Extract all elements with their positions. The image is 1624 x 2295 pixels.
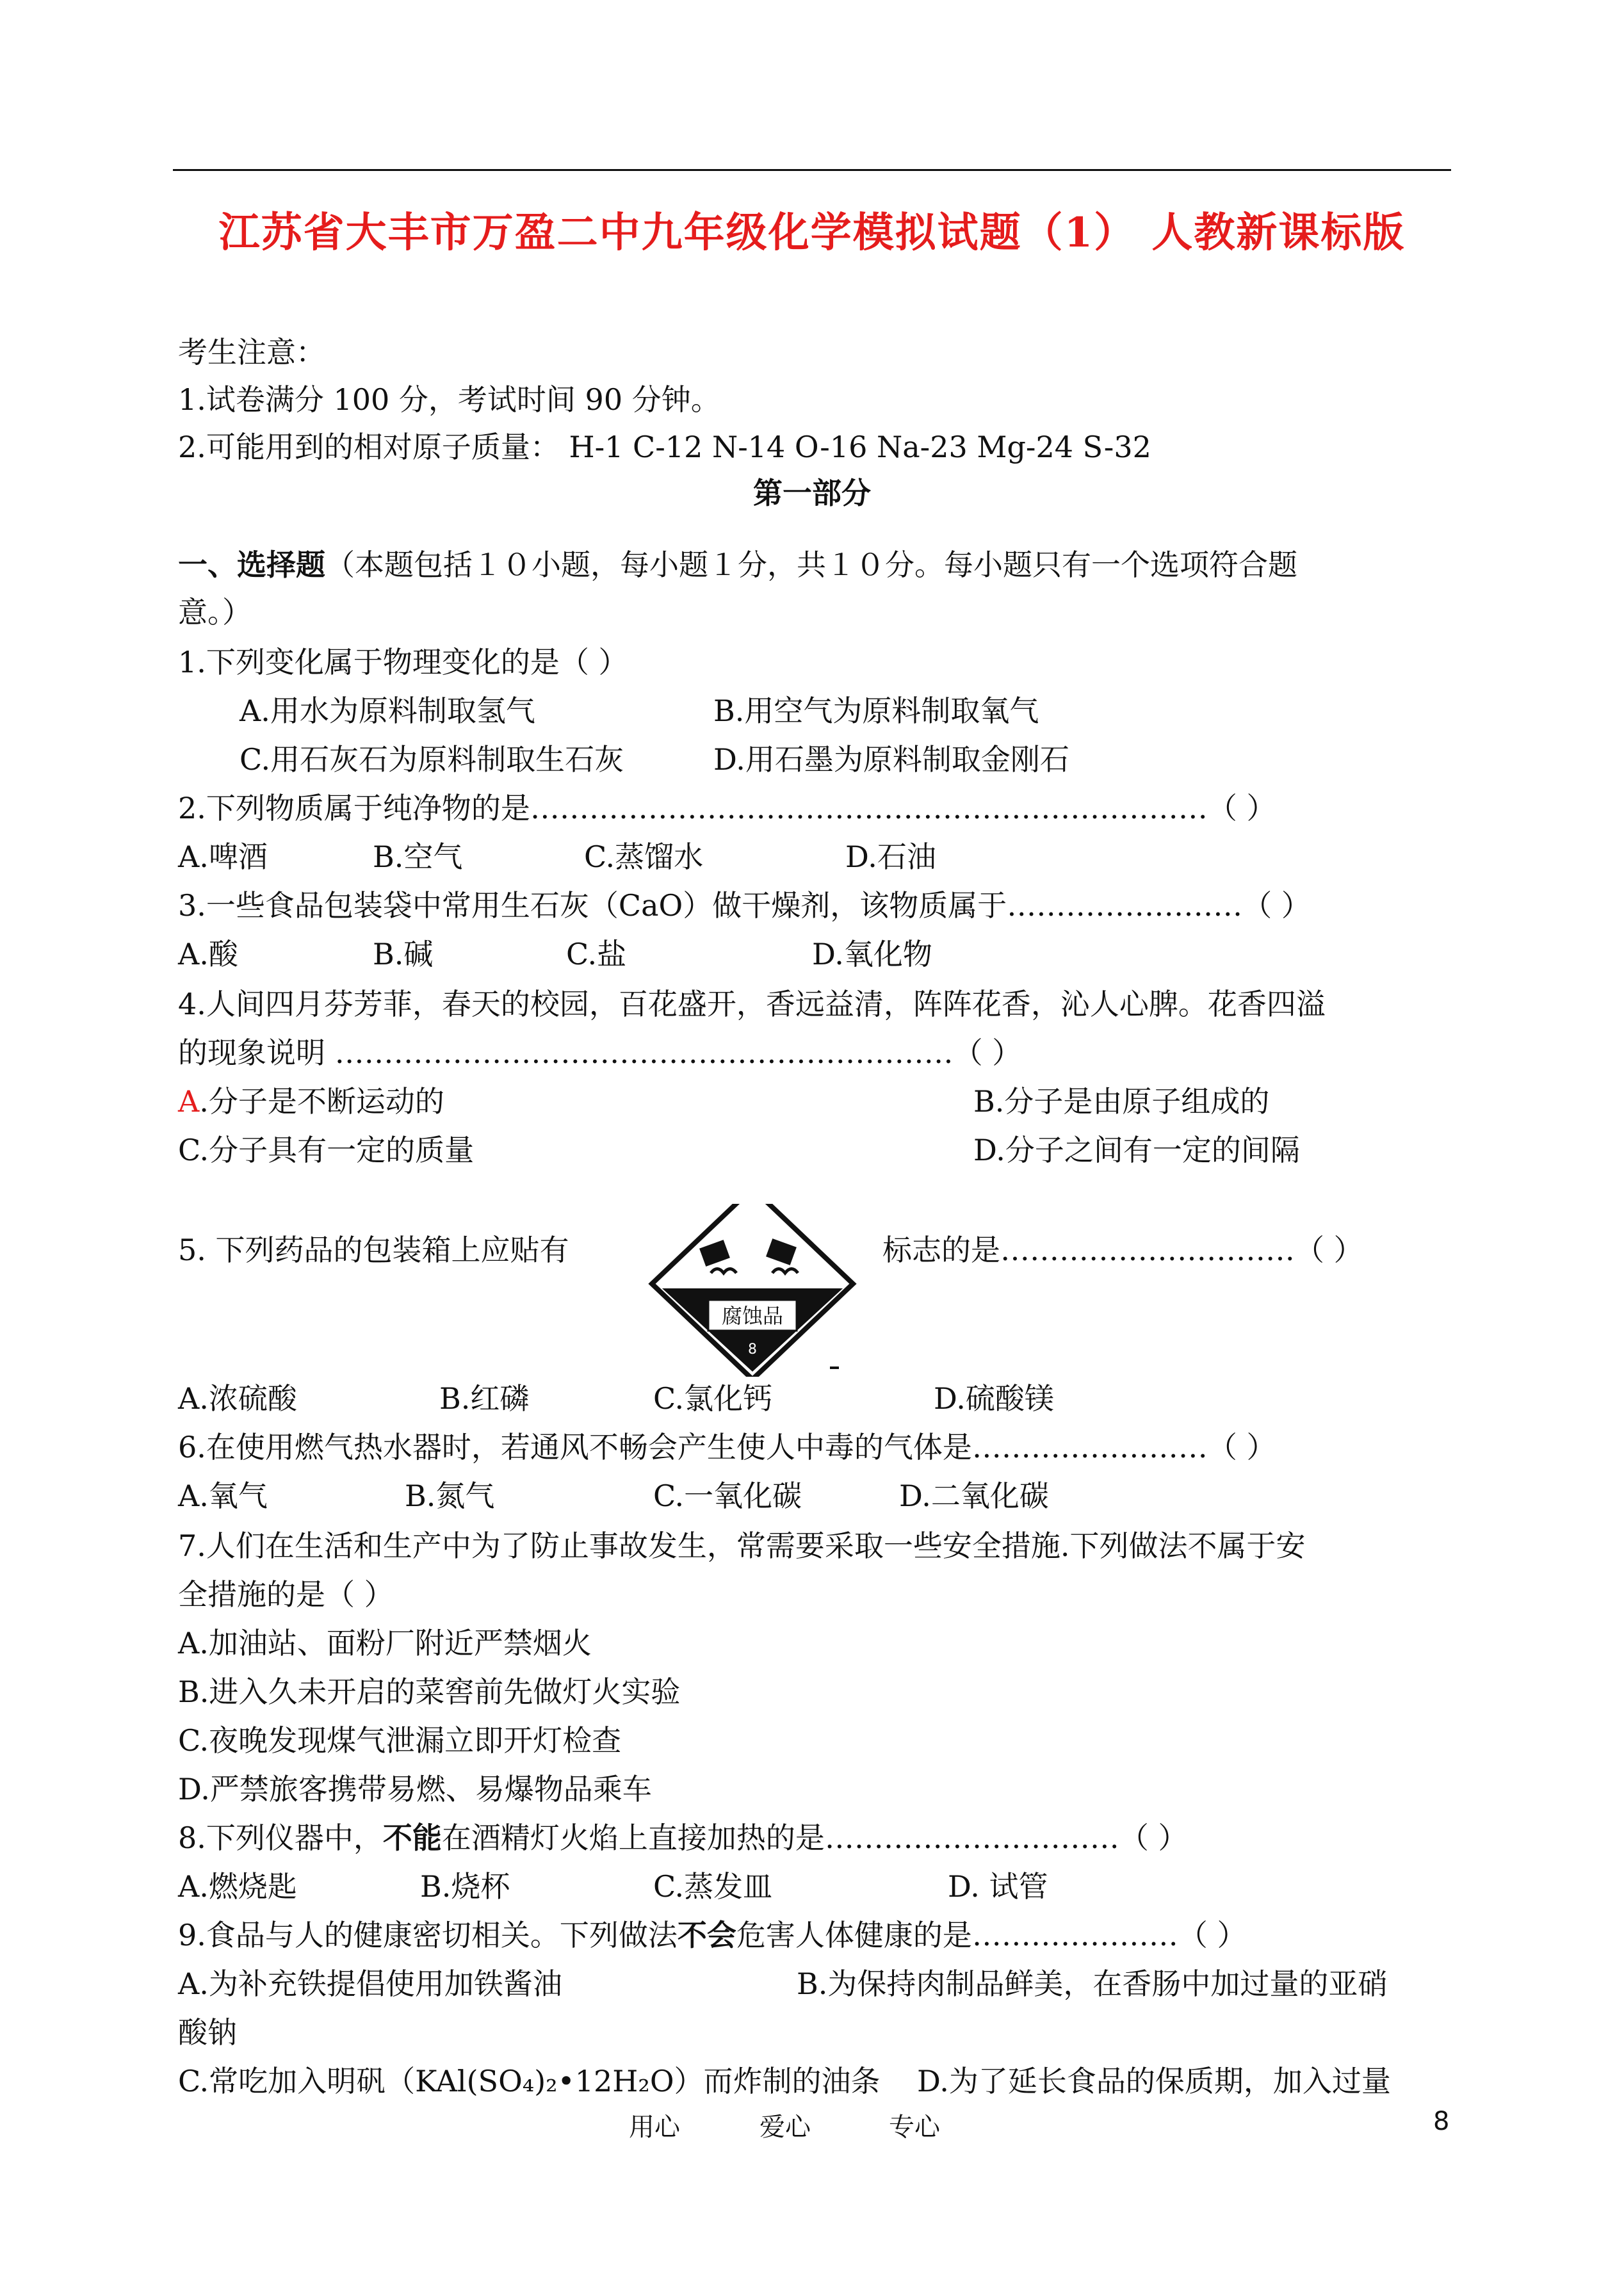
section-desc: （本题包括１０小题，每小题１分，共１０分。每小题只有一个选项符合题	[325, 547, 1297, 582]
q7-stem-line2: 全措施的是（ ）	[178, 1577, 394, 1612]
q3-option-a: A.酸	[178, 937, 238, 971]
q4-option-b: B.分子是由原子组成的	[973, 1084, 1270, 1119]
q9-stem-pre: 9.食品与人的健康密切相关。下列做法	[178, 1918, 678, 1952]
footer-motto-1: 用心	[629, 2113, 680, 2142]
page-title: 江苏省大丰市万盈二中九年级化学模拟试题（1） 人教新课标版	[218, 209, 1406, 257]
header-rule	[173, 169, 1451, 171]
q9-stem	[178, 1916, 1247, 1954]
q3-option-b: B.碱	[373, 937, 434, 971]
corrosive-hazard-sign	[647, 1204, 858, 1377]
q6-option-b: B.氮气	[405, 1479, 495, 1513]
q4-option-a	[178, 1082, 444, 1121]
q5-option-a: A.浓硫酸	[178, 1381, 297, 1416]
q6-option-a: A.氧气	[178, 1479, 268, 1513]
notice-heading: 考生注意：	[178, 335, 325, 369]
q6-option-d: D.二氧化碳	[899, 1479, 1049, 1513]
q9-option-d: D.为了延长食品的保质期，加入过量	[917, 2064, 1391, 2098]
q8-option-c: C.蒸发皿	[653, 1869, 773, 1904]
page-number: 8	[1433, 2107, 1450, 2136]
part-title: 第一部分	[753, 476, 871, 510]
q3-option-c: C.盐	[566, 937, 627, 971]
q5-option-c: C.氯化钙	[653, 1381, 773, 1416]
q4-option-a-text: .分子是不断运动的	[199, 1084, 444, 1119]
q2-option-a: A.啤酒	[178, 839, 268, 874]
q1-option-d: D.用石墨为原料制取金刚石	[713, 742, 1069, 777]
q3-option-d: D.氧化物	[812, 937, 932, 971]
q1-option-c: C.用石灰石为原料制取生石灰	[240, 742, 624, 777]
q9-stem-post: 危害人体健康的是…………………（ ）	[736, 1918, 1247, 1952]
q8-stem-pre: 8.下列仪器中，	[178, 1821, 383, 1855]
q4-stem-line1: 4.人间四月芬芳菲，春天的校园，百花盛开，香远益清，阵阵花香，沁人心脾。花香四溢	[178, 987, 1326, 1021]
notice-item-2: 2.可能用到的相对原子质量： H-1 C-12 N-14 O-16 Na-23 Mg-24 S-32	[178, 430, 1151, 464]
q9-option-b: B.为保持肉制品鲜美，在香肠中加过量的亚硝	[797, 1967, 1388, 2001]
q4-option-d: D.分子之间有一定的间隔	[973, 1133, 1300, 1167]
q4-option-c: C.分子具有一定的质量	[178, 1133, 475, 1167]
q2-option-d: D.石油	[845, 839, 936, 874]
q5-stem-right: 标志的是…………………………（ ）	[882, 1233, 1363, 1267]
footer-motto-3: 专心	[889, 2113, 940, 2142]
q9-stem-emphasis: 不会	[677, 1918, 736, 1952]
q7-option-b: B.进入久未开启的菜窖前先做灯火实验	[178, 1675, 681, 1709]
section-desc-cont: 意。）	[178, 595, 252, 629]
q3-stem: 3.一些食品包装袋中常用生石灰（CaO）做干燥剂，该物质属于……………………（ ）	[178, 888, 1311, 923]
q5-option-b: B.红磷	[439, 1381, 530, 1416]
q8-stem-emphasis: 不能	[382, 1821, 442, 1855]
q6-stem: 6.在使用燃气热水器时，若通风不畅会产生使人中毒的气体是……………………（ ）	[178, 1430, 1276, 1464]
q1-option-a: A.用水为原料制取氢气	[240, 693, 535, 728]
section-label: 一、选择题	[178, 547, 325, 582]
q7-option-a: A.加油站、面粉厂附近严禁烟火	[178, 1626, 592, 1660]
q2-option-c: C.蒸馏水	[584, 839, 704, 874]
q8-stem-post: 在酒精灯火焰上直接加热的是…………………………（ ）	[441, 1821, 1188, 1855]
q9-option-c: C.常吃加入明矾（KAl(SO₄)₂•12H₂O）而炸制的油条	[178, 2064, 881, 2098]
q7-option-d: D.严禁旅客携带易燃、易爆物品乘车	[178, 1772, 652, 1806]
q5-option-d: D.硫酸镁	[934, 1381, 1054, 1416]
sign-class-number: 8	[748, 1342, 757, 1358]
sign-label: 腐蚀品	[721, 1304, 784, 1328]
q1-stem: 1.下列变化属于物理变化的是（ ）	[178, 645, 628, 679]
q5-stem-left: 5. 下列药品的包装箱上应贴有	[178, 1233, 569, 1267]
q9-option-b-cont: 酸钠	[178, 2015, 237, 2050]
section-heading	[178, 546, 1297, 584]
q7-stem-line1: 7.人们在生活和生产中为了防止事故发生，常需要采取一些安全措施.下列做法不属于安	[178, 1529, 1306, 1563]
q8-option-a: A.燃烧匙	[178, 1869, 297, 1904]
q1-option-b: B.用空气为原料制取氧气	[713, 693, 1039, 728]
q2-stem: 2.下列物质属于纯净物的是……………………………………………………………（ ）	[178, 791, 1276, 825]
q4-option-a-letter: A	[178, 1084, 200, 1119]
q8-stem	[178, 1819, 1188, 1857]
stray-dash	[830, 1366, 839, 1369]
q8-option-b: B.烧杯	[420, 1869, 510, 1904]
notice-item-1: 1.试卷满分 100 分，考试时间 90 分钟。	[178, 382, 720, 417]
footer-motto-2: 爱心	[759, 2113, 811, 2142]
q2-option-b: B.空气	[373, 839, 463, 874]
q7-option-c: C.夜晚发现煤气泄漏立即开灯检查	[178, 1723, 622, 1758]
q6-option-c: C.一氧化碳	[653, 1479, 802, 1513]
q8-option-d: D. 试管	[948, 1869, 1048, 1904]
q4-stem-line2: 的现象说明 ………………………………………………………（ ）	[178, 1035, 1022, 1070]
q9-option-a: A.为补充铁提倡使用加铁酱油	[178, 1967, 562, 2001]
